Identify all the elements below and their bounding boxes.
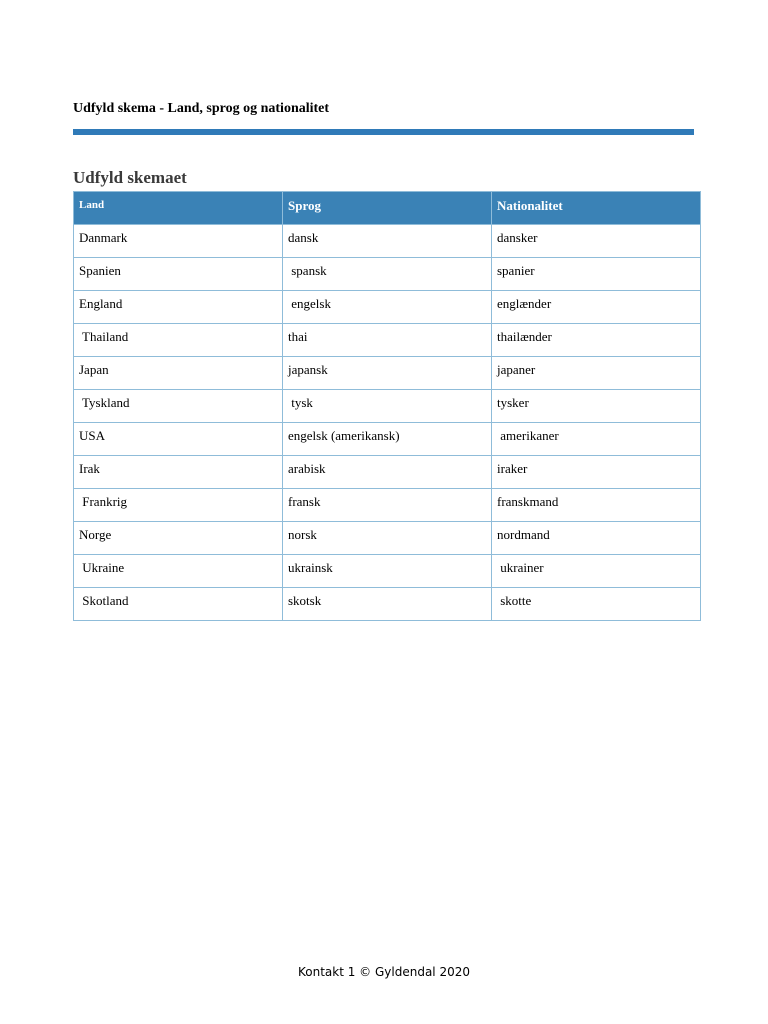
table-row xyxy=(74,258,701,291)
table-row xyxy=(74,324,701,357)
cell-nationalitet: skotte xyxy=(492,588,701,621)
country-language-table xyxy=(73,191,701,621)
cell-land: Spanien xyxy=(74,258,283,291)
table-row xyxy=(74,357,701,390)
table-row xyxy=(74,456,701,489)
cell-sprog: japansk xyxy=(283,357,492,390)
cell-sprog: tysk xyxy=(283,390,492,423)
cell-sprog: thai xyxy=(283,324,492,357)
section-title: Udfyld skemaet xyxy=(73,168,187,187)
cell-nationalitet: tysker xyxy=(492,390,701,423)
cell-land: Japan xyxy=(74,357,283,390)
table-row xyxy=(74,555,701,588)
table-row xyxy=(74,225,701,258)
cell-nationalitet: thailænder xyxy=(492,324,701,357)
column-header-sprog: Sprog xyxy=(283,192,492,225)
cell-land: Skotland xyxy=(74,588,283,621)
cell-land: England xyxy=(74,291,283,324)
table-container xyxy=(73,191,700,621)
cell-nationalitet: dansker xyxy=(492,225,701,258)
table-row xyxy=(74,522,701,555)
cell-land: Norge xyxy=(74,522,283,555)
cell-land: Frankrig xyxy=(74,489,283,522)
cell-land: Danmark xyxy=(74,225,283,258)
column-header-land: Land xyxy=(74,192,283,225)
cell-sprog: fransk xyxy=(283,489,492,522)
cell-sprog: norsk xyxy=(283,522,492,555)
header-divider xyxy=(73,129,694,135)
cell-sprog: ukrainsk xyxy=(283,555,492,588)
cell-sprog: engelsk xyxy=(283,291,492,324)
table-row xyxy=(74,489,701,522)
cell-nationalitet: englænder xyxy=(492,291,701,324)
document-header-title: Udfyld skema - Land, sprog og nationalitet xyxy=(73,101,330,116)
table-row xyxy=(74,423,701,456)
table-header-row xyxy=(74,192,701,225)
page-footer: Kontakt 1 © Gyldendal 2020 xyxy=(297,965,470,979)
table-row xyxy=(74,291,701,324)
cell-nationalitet: nordmand xyxy=(492,522,701,555)
cell-nationalitet: spanier xyxy=(492,258,701,291)
cell-land: Ukraine xyxy=(74,555,283,588)
cell-nationalitet: iraker xyxy=(492,456,701,489)
cell-sprog: arabisk xyxy=(283,456,492,489)
table-row xyxy=(74,390,701,423)
cell-sprog: spansk xyxy=(283,258,492,291)
cell-nationalitet: amerikaner xyxy=(492,423,701,456)
table-row xyxy=(74,588,701,621)
cell-land: USA xyxy=(74,423,283,456)
cell-sprog: dansk xyxy=(283,225,492,258)
cell-land: Irak xyxy=(74,456,283,489)
cell-land: Thailand xyxy=(74,324,283,357)
column-header-nationalitet: Nationalitet xyxy=(492,192,701,225)
cell-sprog: engelsk (amerikansk) xyxy=(283,423,492,456)
cell-nationalitet: japaner xyxy=(492,357,701,390)
cell-nationalitet: ukrainer xyxy=(492,555,701,588)
cell-land: Tyskland xyxy=(74,390,283,423)
cell-nationalitet: franskmand xyxy=(492,489,701,522)
cell-sprog: skotsk xyxy=(283,588,492,621)
